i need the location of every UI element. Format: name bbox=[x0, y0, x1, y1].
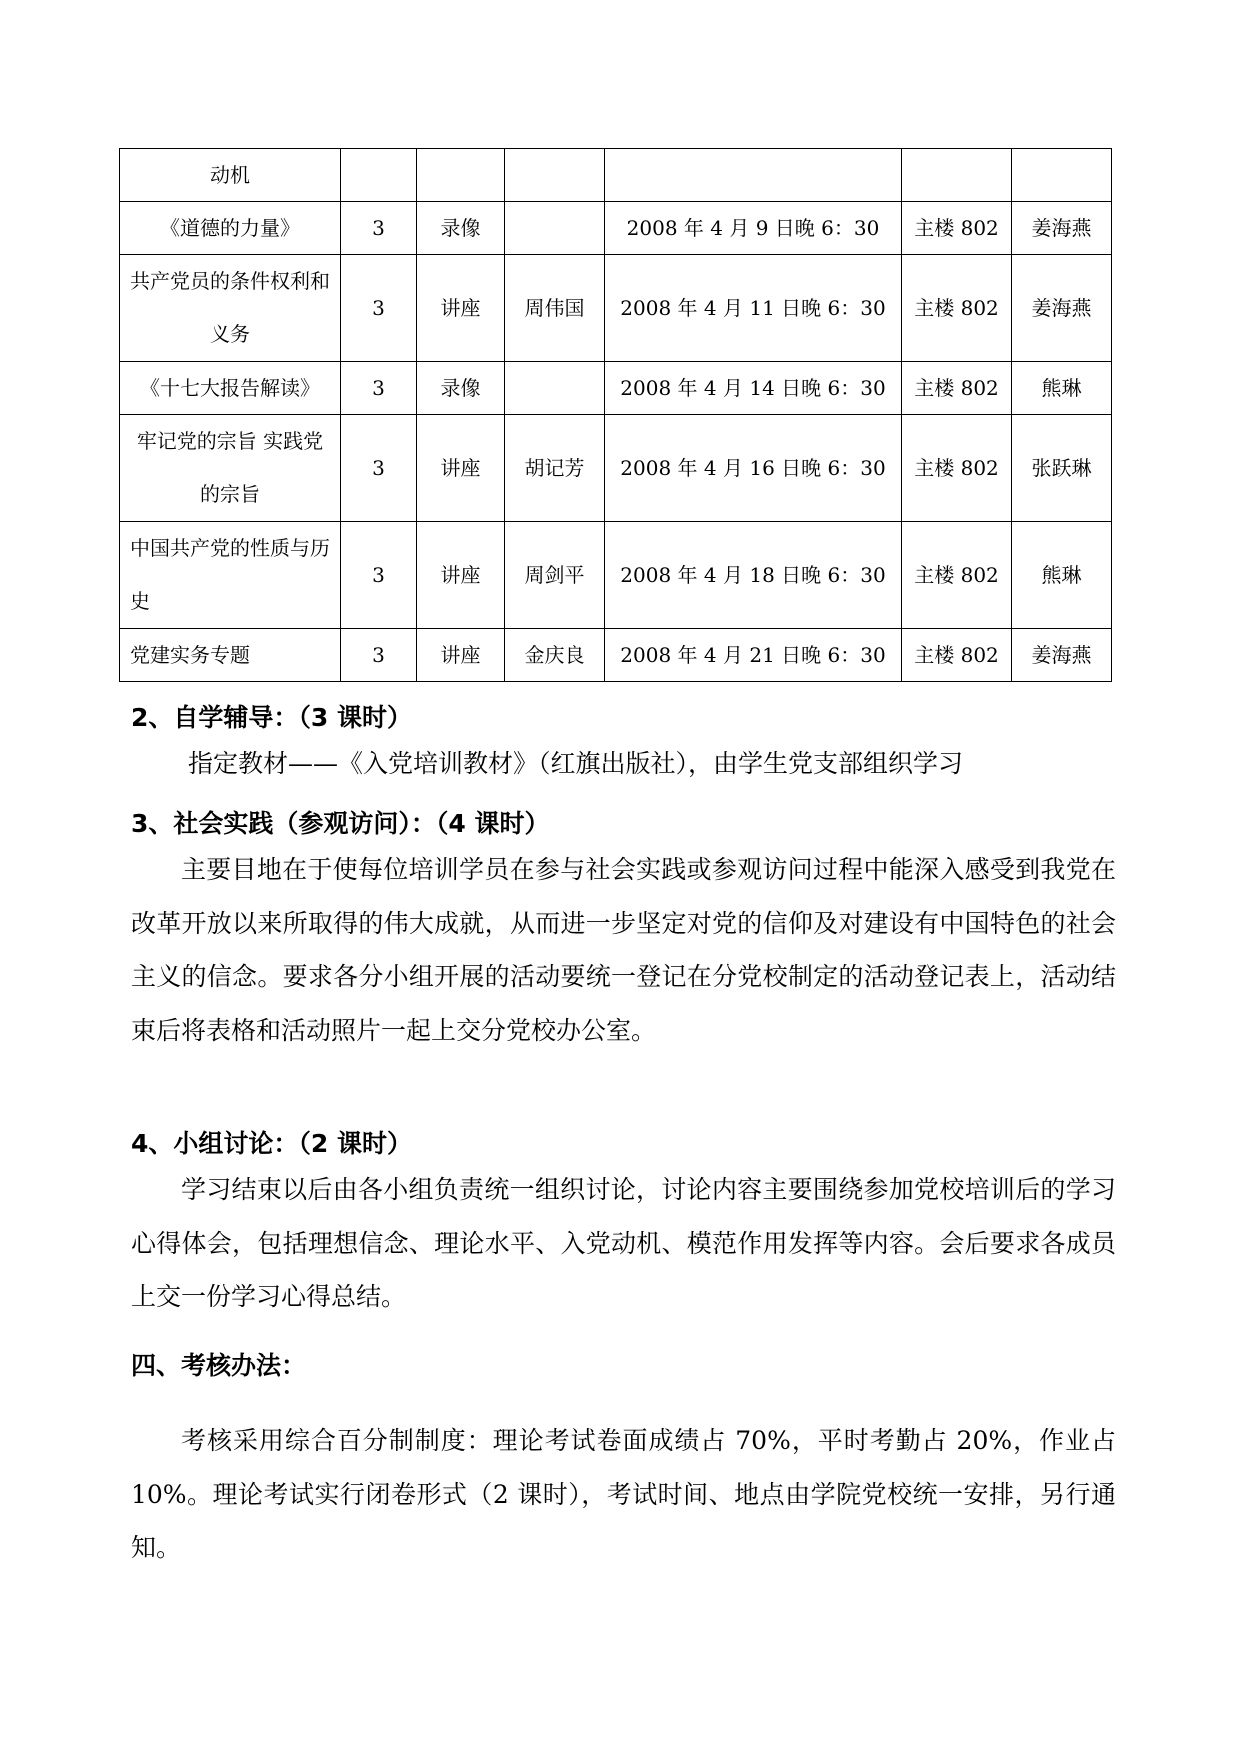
host-cell bbox=[1012, 149, 1112, 202]
table-row bbox=[120, 522, 1112, 629]
host-cell: 姜海燕 bbox=[1012, 202, 1112, 255]
place-cell: 主楼 802 bbox=[902, 522, 1012, 629]
time-cell: 2008 年 4 月 11 日晚 6：30 bbox=[605, 255, 902, 362]
host-cell: 张跃琳 bbox=[1012, 415, 1112, 522]
topic-cell: 党建实务专题 bbox=[120, 629, 341, 682]
topic-cell: 《十七大报告解读》 bbox=[120, 362, 341, 415]
topic-cell: 中国共产党的性质与历史 bbox=[120, 522, 341, 629]
place-cell: 主楼 802 bbox=[902, 202, 1012, 255]
hours-cell: 3 bbox=[341, 522, 417, 629]
self-study-text: 指定教材——《入党培训教材》（红旗出版社），由学生党支部组织学习 bbox=[188, 749, 964, 778]
table-row bbox=[120, 415, 1112, 522]
topic-cell: 《道德的力量》 bbox=[120, 202, 341, 255]
topic-cell: 牢记党的宗旨 实践党的宗旨 bbox=[120, 415, 341, 522]
table-row bbox=[120, 362, 1112, 415]
form-cell bbox=[417, 149, 505, 202]
topic-cell: 动机 bbox=[120, 149, 341, 202]
speaker-cell: 周剑平 bbox=[505, 522, 605, 629]
discussion-text: 学习结束以后由各小组负责统一组织讨论，讨论内容主要围绕参加党校培训后的学习心得体会，包括理想信念、理论水平、入党动机、模范作用发挥等内容。会后要求各成员上交一份学习心得总结。 bbox=[131, 1175, 1116, 1311]
time-cell: 2008 年 4 月 14 日晚 6：30 bbox=[605, 362, 902, 415]
place-cell: 主楼 802 bbox=[902, 255, 1012, 362]
place-cell: 主楼 802 bbox=[902, 362, 1012, 415]
form-cell: 录像 bbox=[417, 362, 505, 415]
time-cell: 2008 年 4 月 9 日晚 6：30 bbox=[605, 202, 902, 255]
time-cell bbox=[605, 149, 902, 202]
form-cell: 讲座 bbox=[417, 255, 505, 362]
course-schedule-table bbox=[119, 148, 1112, 682]
time-cell: 2008 年 4 月 21 日晚 6：30 bbox=[605, 629, 902, 682]
self-study-heading: 2、自学辅导：（3 课时） bbox=[131, 703, 412, 732]
form-cell: 讲座 bbox=[417, 415, 505, 522]
table-row bbox=[120, 629, 1112, 682]
speaker-cell bbox=[505, 362, 605, 415]
hours-cell: 3 bbox=[341, 255, 417, 362]
place-cell: 主楼 802 bbox=[902, 629, 1012, 682]
topic-cell: 共产党员的条件权利和义务 bbox=[120, 255, 341, 362]
assessment-text: 考核采用综合百分制制度：理论考试卷面成绩占 70%，平时考勤占 20%，作业占 10%。理论考试实行闭卷形式（2 课时），考试时间、地点由学院党校统一安排，另行通知。 bbox=[131, 1426, 1116, 1562]
speaker-cell: 金庆良 bbox=[505, 629, 605, 682]
speaker-cell bbox=[505, 149, 605, 202]
host-cell: 熊琳 bbox=[1012, 362, 1112, 415]
hours-cell: 3 bbox=[341, 415, 417, 522]
hours-cell bbox=[341, 149, 417, 202]
host-cell: 熊琳 bbox=[1012, 522, 1112, 629]
practice-heading: 3、社会实践（参观访问）：（4 课时） bbox=[131, 809, 550, 838]
time-cell: 2008 年 4 月 16 日晚 6：30 bbox=[605, 415, 902, 522]
discussion-heading: 4、小组讨论：（2 课时） bbox=[131, 1129, 412, 1158]
hours-cell: 3 bbox=[341, 629, 417, 682]
place-cell: 主楼 802 bbox=[902, 415, 1012, 522]
assessment-heading: 四、考核办法： bbox=[131, 1351, 307, 1380]
hours-cell: 3 bbox=[341, 202, 417, 255]
time-cell: 2008 年 4 月 18 日晚 6：30 bbox=[605, 522, 902, 629]
table-row bbox=[120, 149, 1112, 202]
host-cell: 姜海燕 bbox=[1012, 255, 1112, 362]
form-cell: 讲座 bbox=[417, 629, 505, 682]
practice-text: 主要目地在于使每位培训学员在参与社会实践或参观访问过程中能深入感受到我党在改革开放以来所取得的伟大成就，从而进一步坚定对党的信仰及对建设有中国特色的社会主义的信念。要求各分小组开展的活动要统一登记在分党校制定的活动登记表上，活动结束后将表格和活动照片一起上交分党校办公室。 bbox=[131, 855, 1116, 1045]
speaker-cell: 胡记芳 bbox=[505, 415, 605, 522]
place-cell bbox=[902, 149, 1012, 202]
hours-cell: 3 bbox=[341, 362, 417, 415]
form-cell: 录像 bbox=[417, 202, 505, 255]
speaker-cell: 周伟国 bbox=[505, 255, 605, 362]
host-cell: 姜海燕 bbox=[1012, 629, 1112, 682]
form-cell: 讲座 bbox=[417, 522, 505, 629]
speaker-cell bbox=[505, 202, 605, 255]
table-row bbox=[120, 255, 1112, 362]
table-row bbox=[120, 202, 1112, 255]
